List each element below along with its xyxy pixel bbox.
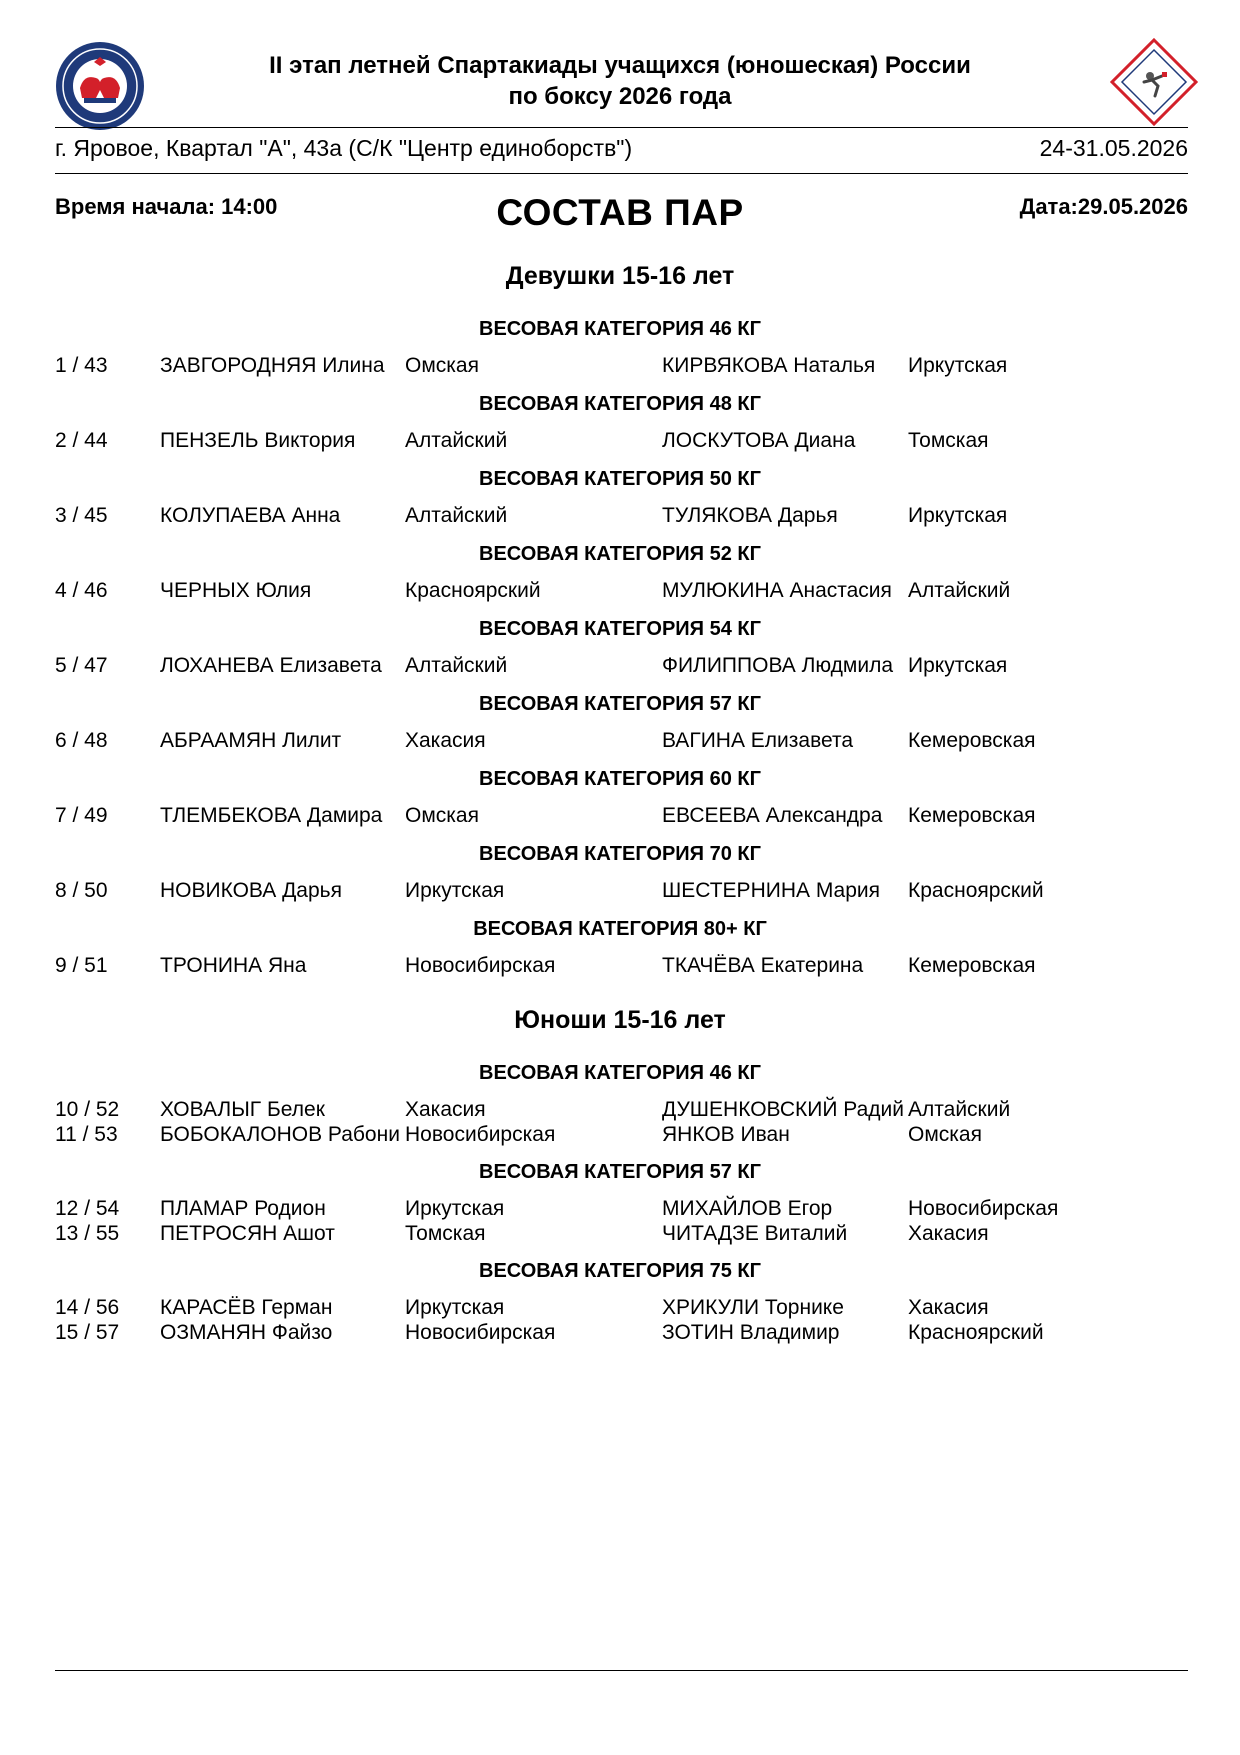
boxer-blue-region: Хакасия: [908, 1222, 989, 1245]
boxer-blue-region: Красноярский: [908, 879, 1044, 902]
boxer-red-region: Новосибирская: [405, 1321, 556, 1344]
bout-number: 7 / 49: [55, 804, 108, 827]
boxer-blue-name: ШЕСТЕРНИНА Мария: [662, 879, 881, 902]
boxer-blue-name: МУЛЮКИНА Анастасия: [662, 579, 892, 602]
boxer-red-region: Алтайский: [405, 504, 508, 527]
bout-row: [0, 354, 1240, 380]
boxer-red-region: Алтайский: [405, 429, 508, 452]
boxer-blue-name: ХРИКУЛИ Торнике: [662, 1296, 844, 1319]
boxer-red-name: ТЛЕМБЕКОВА Дамира: [160, 804, 383, 827]
bout-row: [0, 804, 1240, 830]
boxer-red-name: КОЛУПАЕВА Анна: [160, 504, 341, 527]
boxer-red-region: Алтайский: [405, 654, 508, 677]
bout-number: 3 / 45: [55, 504, 108, 527]
start-time: Время начала: 14:00: [55, 194, 278, 219]
regional-federation-logo: [1110, 38, 1198, 126]
bout-row: [0, 954, 1240, 980]
boxer-red-region: Новосибирская: [405, 1123, 556, 1146]
event-dates: 24-31.05.2026: [1039, 135, 1188, 161]
boxer-red-region: Хакасия: [405, 729, 486, 752]
boxer-red-region: Хакасия: [405, 1098, 486, 1121]
bout-number: 5 / 47: [55, 654, 108, 677]
weight-category: ВЕСОВАЯ КАТЕГОРИЯ 75 КГ: [479, 1260, 761, 1282]
boxer-blue-region: Иркутская: [908, 354, 1008, 377]
boxer-red-region: Новосибирская: [405, 954, 556, 977]
boxer-red-name: ПЛАМАР Родион: [160, 1197, 326, 1220]
boxer-red-name: ЛОХАНЕВА Елизавета: [160, 654, 382, 677]
boxer-blue-region: Иркутская: [908, 654, 1008, 677]
bout-number: 15 / 57: [55, 1321, 120, 1344]
boxer-red-name: ОЗМАНЯН Файзо: [160, 1321, 333, 1344]
boxer-blue-name: ТКАЧЁВА Екатерина: [662, 954, 864, 977]
boxer-blue-region: Омская: [908, 1123, 982, 1146]
bout-number: 9 / 51: [55, 954, 108, 977]
bout-number: 4 / 46: [55, 579, 108, 602]
boxer-red-region: Омская: [405, 354, 479, 377]
boxer-red-region: Иркутская: [405, 1296, 505, 1319]
boxer-blue-region: Иркутская: [908, 504, 1008, 527]
boxer-blue-region: Кемеровская: [908, 954, 1036, 977]
boxer-blue-name: ДУШЕНКОВСКИЙ Радий: [662, 1098, 904, 1121]
document-date: Дата:29.05.2026: [1019, 194, 1188, 219]
venue-address: г. Яровое, Квартал "А", 43а (С/К "Центр единоборств"): [55, 135, 633, 161]
regional-federation-logo-icon: [1110, 38, 1198, 126]
bout-number: 6 / 48: [55, 729, 108, 752]
boxer-red-name: ПЕТРОСЯН Ашот: [160, 1222, 335, 1245]
boxer-red-name: ТРОНИНА Яна: [160, 954, 307, 977]
bout-number: 2 / 44: [55, 429, 108, 452]
boxer-blue-name: КИРВЯКОВА Наталья: [662, 354, 876, 377]
boxer-blue-region: Хакасия: [908, 1296, 989, 1319]
event-title-line-2: по боксу 2026 года: [508, 83, 732, 110]
boxer-blue-region: Кемеровская: [908, 729, 1036, 752]
boxer-blue-region: Новосибирская: [908, 1197, 1059, 1220]
document-title: СОСТАВ ПАР: [496, 192, 744, 233]
weight-category: ВЕСОВАЯ КАТЕГОРИЯ 50 КГ: [479, 468, 761, 490]
boxer-blue-region: Алтайский: [908, 579, 1011, 602]
bout-number: 11 / 53: [55, 1123, 118, 1146]
boxer-red-region: Красноярский: [405, 579, 541, 602]
boxer-red-region: Иркутская: [405, 879, 505, 902]
bout-number: 13 / 55: [55, 1222, 120, 1245]
bout-row: [0, 579, 1240, 605]
boxer-red-name: БОБОКАЛОНОВ Рабони: [160, 1123, 400, 1146]
bout-number: 8 / 50: [55, 879, 108, 902]
weight-category: ВЕСОВАЯ КАТЕГОРИЯ 57 КГ: [479, 693, 761, 715]
event-title-line-1: II этап летней Спартакиады учащихся (юношеская) России: [269, 52, 971, 79]
boxer-red-region: Иркутская: [405, 1197, 505, 1220]
boxer-blue-name: ВАГИНА Елизавета: [662, 729, 854, 752]
bout-number: 10 / 52: [55, 1098, 120, 1121]
weight-category: ВЕСОВАЯ КАТЕГОРИЯ 54 КГ: [479, 618, 761, 640]
footer-divider: [55, 1670, 1188, 1671]
bout-row: [0, 1321, 1240, 1347]
boxer-red-name: НОВИКОВА Дарья: [160, 879, 342, 902]
bout-row: [0, 654, 1240, 680]
federation-logo-icon: [54, 40, 146, 132]
bout-number: 12 / 54: [55, 1197, 120, 1220]
event-title: [200, 50, 1040, 112]
bout-row: [0, 1098, 1240, 1124]
boxer-red-name: ХОВАЛЫГ Белек: [160, 1098, 325, 1121]
boxer-blue-name: ЯНКОВ Иван: [662, 1123, 790, 1146]
weight-category: ВЕСОВАЯ КАТЕГОРИЯ 48 КГ: [479, 393, 761, 415]
boxer-blue-name: ТУЛЯКОВА Дарья: [662, 504, 838, 527]
weight-category: ВЕСОВАЯ КАТЕГОРИЯ 52 КГ: [479, 543, 761, 565]
boxer-blue-name: ФИЛИППОВА Людмила: [662, 654, 894, 677]
bout-row: [0, 1296, 1240, 1322]
boxer-blue-region: Томская: [908, 429, 989, 452]
boxer-blue-name: ЕВСЕЕВА Александра: [662, 804, 883, 827]
bout-row: [0, 504, 1240, 530]
boxer-red-region: Томская: [405, 1222, 486, 1245]
boxer-blue-region: Красноярский: [908, 1321, 1044, 1344]
weight-category: ВЕСОВАЯ КАТЕГОРИЯ 57 КГ: [479, 1161, 761, 1183]
boxer-red-name: ЗАВГОРОДНЯЯ Илина: [160, 354, 385, 377]
bout-number: 1 / 43: [55, 354, 108, 377]
weight-category: ВЕСОВАЯ КАТЕГОРИЯ 80+ КГ: [473, 918, 767, 940]
boxer-blue-region: Кемеровская: [908, 804, 1036, 827]
boxer-red-name: ПЕНЗЕЛЬ Виктория: [160, 429, 356, 452]
boxer-red-region: Омская: [405, 804, 479, 827]
bout-row: [0, 729, 1240, 755]
header-divider-bottom: [55, 173, 1188, 174]
weight-category: ВЕСОВАЯ КАТЕГОРИЯ 46 КГ: [479, 1062, 761, 1084]
bout-row: [0, 879, 1240, 905]
bout-number: 14 / 56: [55, 1296, 120, 1319]
boxer-red-name: АБРААМЯН Лилит: [160, 729, 342, 752]
boxer-blue-name: МИХАЙЛОВ Егор: [662, 1197, 833, 1220]
bout-row: [0, 1123, 1240, 1149]
boxer-blue-name: ЛОСКУТОВА Диана: [662, 429, 856, 452]
boxer-red-name: ЧЕРНЫХ Юлия: [160, 579, 312, 602]
group-title-girls: Девушки 15-16 лет: [505, 262, 735, 290]
boxer-red-name: КАРАСЁВ Герман: [160, 1296, 333, 1319]
boxer-blue-name: ЗОТИН Владимир: [662, 1321, 840, 1344]
header-divider-top: [55, 127, 1188, 128]
bout-row: [0, 1222, 1240, 1248]
bout-row: [0, 429, 1240, 455]
federation-logo: [54, 40, 146, 132]
weight-category: ВЕСОВАЯ КАТЕГОРИЯ 70 КГ: [479, 843, 761, 865]
bout-row: [0, 1197, 1240, 1223]
weight-category: ВЕСОВАЯ КАТЕГОРИЯ 46 КГ: [479, 318, 761, 340]
boxer-blue-region: Алтайский: [908, 1098, 1011, 1121]
weight-category: ВЕСОВАЯ КАТЕГОРИЯ 60 КГ: [479, 768, 761, 790]
group-title-boys: Юноши 15-16 лет: [514, 1006, 726, 1034]
boxer-blue-name: ЧИТАДЗЕ Виталий: [662, 1222, 848, 1245]
